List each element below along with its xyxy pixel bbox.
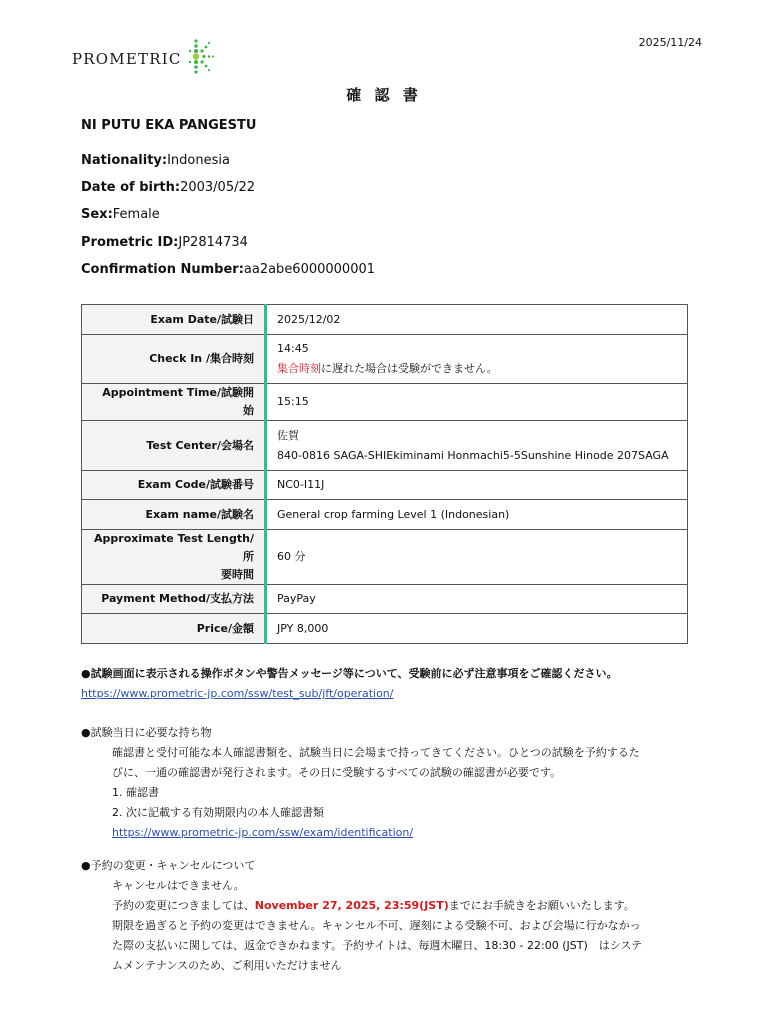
payment-value: PayPay <box>266 585 688 614</box>
check-in-note-text: に遅れた場合は受験ができません。 <box>321 362 498 375</box>
notice-changes <box>81 856 642 976</box>
page-title: 確 認 書 <box>346 86 422 104</box>
test-center-label: Test Center/会場名 <box>82 421 266 471</box>
dob-value: 2003/05/22 <box>180 180 256 195</box>
notice-changes-line5: ムメンテナンスのため、ご利用いただけません <box>112 959 342 972</box>
notice-operation-heading: ●試験画面に表示される操作ボタンや警告メッセージ等について、受験前に必ず注意事項をご確認ください。 <box>81 667 618 680</box>
candidate-name: NI PUTU EKA PANGESTU <box>81 118 257 133</box>
exam-name-label: Exam name/試験名 <box>82 500 266 530</box>
nationality-row <box>81 153 230 168</box>
prometric-starburst-icon <box>184 35 214 77</box>
test-length-label-line1: Approximate Test Length/所 <box>94 532 254 563</box>
test-center-cell <box>266 421 688 471</box>
changes-line2-pre: 予約の変更につきましては、 <box>112 899 255 912</box>
exam-details-table <box>81 304 688 644</box>
prometric-id-row <box>81 235 248 250</box>
dob-label: Date of birth: <box>81 180 181 195</box>
changes-line2-post: までにお手続きをお願いいたします。 <box>448 899 635 912</box>
notice-changes-line4: た際の支払いに関しては、返金できかねます。予約サイトは、毎週木曜日、18:30 - 22:00 (JST) はシステ <box>112 939 643 952</box>
exam-date-label: Exam Date/試験日 <box>82 305 266 335</box>
prometric-logo <box>72 36 214 82</box>
sex-row <box>81 207 160 222</box>
notice-items-item2: 2. 次に記載する有効期限内の本人確認書類 <box>112 806 324 819</box>
operation-link[interactable]: https://www.prometric-jp.com/ssw/test_sub/jft/operation/ <box>81 687 394 700</box>
check-in-cell <box>266 335 688 384</box>
table-row-price <box>82 614 688 644</box>
notice-items-heading: ●試験当日に必要な持ち物 <box>81 726 212 739</box>
notice-operation <box>81 664 618 704</box>
exam-code-value: NC0-I11J <box>266 471 688 500</box>
table-row-check-in <box>82 335 688 384</box>
notice-changes-heading: ●予約の変更・キャンセルについて <box>81 859 256 872</box>
changes-deadline: November 27, 2025, 23:59(JST) <box>254 899 449 912</box>
table-row-exam-code <box>82 471 688 500</box>
test-center-name: 佐賀 <box>277 428 299 442</box>
test-length-label-line2: 要時間 <box>221 568 254 581</box>
check-in-note-highlight: 集合時刻 <box>277 362 321 375</box>
notice-changes-line1: キャンセルはできません。 <box>112 879 245 892</box>
appointment-value: 15:15 <box>266 384 688 421</box>
table-row-exam-name <box>82 500 688 530</box>
table-row-test-center <box>82 421 688 471</box>
identification-link[interactable]: https://www.prometric-jp.com/ssw/exam/identification/ <box>112 826 414 839</box>
table-row-exam-date <box>82 305 688 335</box>
sex-label: Sex: <box>81 207 113 222</box>
confirmation-number-label: Confirmation Number: <box>81 262 244 277</box>
exam-code-label: Exam Code/試験番号 <box>82 471 266 500</box>
check-in-label: Check In /集合時刻 <box>82 335 266 384</box>
notice-items-line1: 確認書と受付可能な本人確認書類を、試験当日に会場まで持ってきてください。ひとつの試験を予約するた <box>112 746 640 759</box>
test-length-value: 60 分 <box>266 530 688 585</box>
exam-name-value: General crop farming Level 1 (Indonesian) <box>266 500 688 530</box>
sex-value: Female <box>112 207 160 222</box>
test-length-label <box>82 530 266 585</box>
confirmation-number-value: aa2abe6000000001 <box>243 262 376 277</box>
exam-date-value: 2025/12/02 <box>266 305 688 335</box>
notice-required-items <box>81 723 640 843</box>
notice-items-line2: びに、一通の確認書が発行されます。その日に受験するすべての試験の確認書が必要です。 <box>112 766 562 779</box>
table-row-test-length <box>82 530 688 585</box>
document-date: 2025/11/24 <box>638 36 702 49</box>
logo-text: PROMETRIC <box>72 50 182 68</box>
nationality-value: Indonesia <box>167 153 230 168</box>
notice-changes-line3: 期限を過ぎると予約の変更はできません。キャンセル不可、遅刻による受験不可、および会場に行かなかっ <box>112 919 641 932</box>
notice-changes-line2 <box>81 896 642 916</box>
price-value: JPY 8,000 <box>266 614 688 644</box>
table-row-payment <box>82 585 688 614</box>
notice-items-item1: 1. 確認書 <box>112 786 159 799</box>
price-label: Price/金額 <box>82 614 266 644</box>
prometric-id-label: Prometric ID: <box>81 235 179 250</box>
payment-label: Payment Method/支払方法 <box>82 585 266 614</box>
check-in-note <box>277 359 677 379</box>
prometric-id-value: JP2814734 <box>178 235 248 250</box>
dob-row <box>81 180 255 195</box>
appointment-label: Appointment Time/試験開始 <box>82 384 266 421</box>
nationality-label: Nationality: <box>81 153 168 168</box>
confirmation-number-row <box>81 262 375 277</box>
test-center-address: 840-0816 SAGA-SHIEkiminami Honmachi5-5Sunshine Hinode 207SAGA <box>277 448 669 462</box>
table-row-appointment <box>82 384 688 421</box>
check-in-time: 14:45 <box>277 342 309 355</box>
